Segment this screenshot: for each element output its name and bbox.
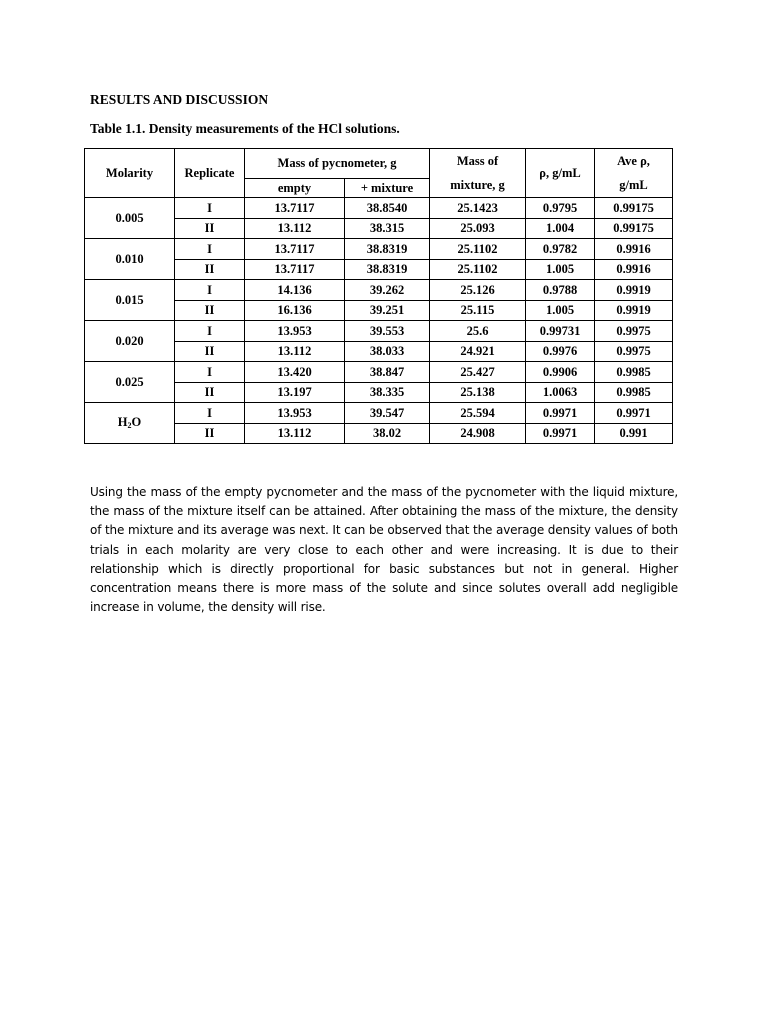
header-ave-rho: [595, 149, 673, 198]
replicate-cell: II: [175, 342, 245, 362]
density-table: [84, 148, 673, 444]
average-density-cell: 0.99175: [595, 219, 673, 239]
empty-mass-cell: 13.7117: [245, 198, 345, 219]
replicate-cell: II: [175, 260, 245, 280]
mass-of-mixture-cell: 25.126: [430, 280, 526, 301]
section-heading: RESULTS AND DISCUSSION: [90, 92, 269, 107]
average-density-cell: 0.9985: [595, 383, 673, 403]
header-plus-mixture: + mixture: [345, 179, 430, 198]
mixture-mass-cell: 39.547: [345, 403, 430, 424]
table-header-row: [85, 149, 673, 179]
replicate-cell: II: [175, 424, 245, 444]
table-caption: Table 1.1. Density measurements of the HCl solutions.: [90, 121, 400, 136]
mixture-mass-cell: 38.02: [345, 424, 430, 444]
table-row: [85, 403, 673, 424]
header-ave-rho-line2: g/mL: [619, 178, 648, 192]
average-density-cell: 0.991: [595, 424, 673, 444]
replicate-cell: II: [175, 383, 245, 403]
density-cell: 0.9971: [526, 424, 595, 444]
molarity-cell: 0.020: [85, 321, 175, 362]
mass-of-mixture-cell: 25.115: [430, 301, 526, 321]
replicate-cell: I: [175, 362, 245, 383]
molarity-cell: 0.025: [85, 362, 175, 403]
mixture-mass-cell: 38.8540: [345, 198, 430, 219]
mixture-mass-cell: 38.315: [345, 219, 430, 239]
density-cell: 0.9906: [526, 362, 595, 383]
density-cell: 0.9976: [526, 342, 595, 362]
molarity-cell: 0.010: [85, 239, 175, 280]
average-density-cell: 0.9971: [595, 403, 673, 424]
density-cell: 1.0063: [526, 383, 595, 403]
density-cell: 0.9795: [526, 198, 595, 219]
table-row: [85, 362, 673, 383]
table-row: [85, 198, 673, 219]
molarity-cell: 0.015: [85, 280, 175, 321]
molarity-cell: [85, 403, 175, 444]
replicate-cell: I: [175, 280, 245, 301]
empty-mass-cell: 14.136: [245, 280, 345, 301]
molarity-water-h: H: [117, 415, 128, 429]
mixture-mass-cell: 38.847: [345, 362, 430, 383]
empty-mass-cell: 13.112: [245, 219, 345, 239]
empty-mass-cell: 16.136: [245, 301, 345, 321]
empty-mass-cell: 13.420: [245, 362, 345, 383]
replicate-cell: I: [175, 239, 245, 260]
mass-of-mixture-cell: 25.1102: [430, 260, 526, 280]
density-cell: 1.005: [526, 301, 595, 321]
mass-of-mixture-cell: 25.427: [430, 362, 526, 383]
header-mass-mixture-line2: mixture, g: [450, 178, 505, 192]
header-mass-mixture-line1: Mass of: [456, 154, 499, 168]
average-density-cell: 0.9916: [595, 260, 673, 280]
empty-mass-cell: 13.197: [245, 383, 345, 403]
density-cell: 1.004: [526, 219, 595, 239]
header-rho: ρ, g/mL: [526, 149, 595, 198]
replicate-cell: II: [175, 219, 245, 239]
molarity-water-subscript: 2: [127, 421, 132, 430]
replicate-cell: II: [175, 301, 245, 321]
mixture-mass-cell: 38.8319: [345, 239, 430, 260]
mass-of-mixture-cell: 25.1423: [430, 198, 526, 219]
average-density-cell: 0.9985: [595, 362, 673, 383]
header-molarity: Molarity: [85, 149, 175, 198]
mixture-mass-cell: 38.335: [345, 383, 430, 403]
discussion-paragraph: Using the mass of the empty pycnometer and the mass of the pycnometer with the liquid mixture, the mass of the mixture itself can be attained. After obtaining the mass of the mixture, the density of the mixture and its average was next. It can be observed that the average density values of both trials in each molarity are very close to each other and were increasing. It is due to their relationship which is directly proportional for basic substances but not in general. Higher concentration means there is more mass of the solute and since solutes overall add negligible increase in volume, the density will rise.: [90, 485, 678, 615]
mass-of-mixture-cell: 24.921: [430, 342, 526, 362]
density-cell: 0.9788: [526, 280, 595, 301]
header-replicate: Replicate: [175, 149, 245, 198]
average-density-cell: 0.9975: [595, 342, 673, 362]
mass-of-mixture-cell: 24.908: [430, 424, 526, 444]
mixture-mass-cell: 39.553: [345, 321, 430, 342]
average-density-cell: 0.9975: [595, 321, 673, 342]
mixture-mass-cell: 39.262: [345, 280, 430, 301]
empty-mass-cell: 13.7117: [245, 260, 345, 280]
empty-mass-cell: 13.953: [245, 321, 345, 342]
replicate-cell: I: [175, 403, 245, 424]
density-cell: 0.99731: [526, 321, 595, 342]
mixture-mass-cell: 39.251: [345, 301, 430, 321]
molarity-cell: 0.005: [85, 198, 175, 239]
molarity-water-o: O: [131, 415, 142, 429]
mixture-mass-cell: 38.8319: [345, 260, 430, 280]
average-density-cell: 0.9919: [595, 301, 673, 321]
mass-of-mixture-cell: 25.138: [430, 383, 526, 403]
average-density-cell: 0.99175: [595, 198, 673, 219]
mass-of-mixture-cell: 25.594: [430, 403, 526, 424]
mass-of-mixture-cell: 25.6: [430, 321, 526, 342]
empty-mass-cell: 13.7117: [245, 239, 345, 260]
replicate-cell: I: [175, 321, 245, 342]
header-empty: empty: [245, 179, 345, 198]
density-cell: 0.9782: [526, 239, 595, 260]
header-mass-mixture: [430, 149, 526, 198]
table-row: [85, 239, 673, 260]
density-cell: 0.9971: [526, 403, 595, 424]
density-cell: 1.005: [526, 260, 595, 280]
mixture-mass-cell: 38.033: [345, 342, 430, 362]
empty-mass-cell: 13.112: [245, 424, 345, 444]
empty-mass-cell: 13.953: [245, 403, 345, 424]
mass-of-mixture-cell: 25.093: [430, 219, 526, 239]
average-density-cell: 0.9916: [595, 239, 673, 260]
empty-mass-cell: 13.112: [245, 342, 345, 362]
table-row: [85, 280, 673, 301]
header-ave-rho-line1: Ave ρ,: [617, 154, 650, 168]
mass-of-mixture-cell: 25.1102: [430, 239, 526, 260]
table-row: [85, 321, 673, 342]
header-mass-pycnometer: Mass of pycnometer, g: [245, 149, 430, 179]
replicate-cell: I: [175, 198, 245, 219]
average-density-cell: 0.9919: [595, 280, 673, 301]
